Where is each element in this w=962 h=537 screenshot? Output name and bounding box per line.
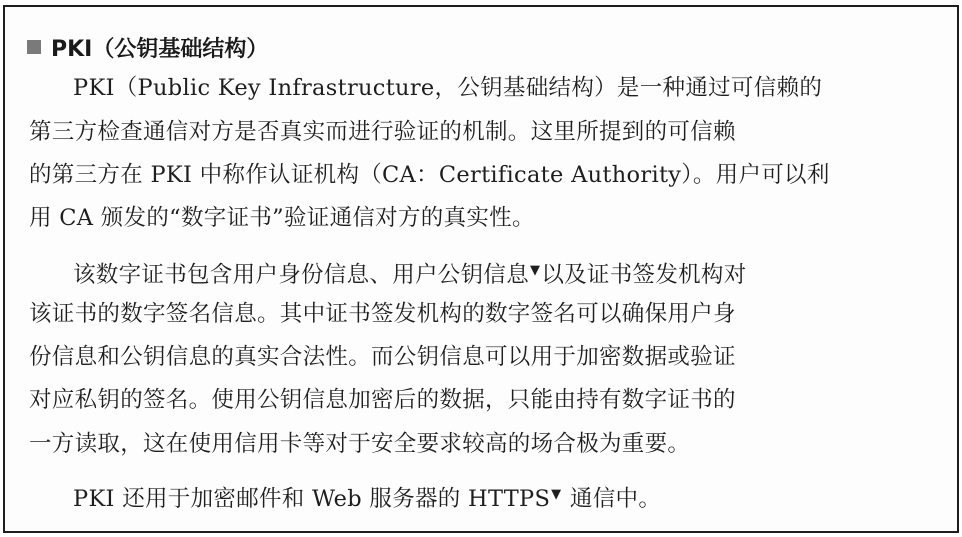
paragraph-3-line-1 — [73, 478, 661, 516]
paragraph-1-line-2: 第三方检查通信对方是否真实而进行验证的机制。这里所提到的可信赖 — [29, 119, 736, 145]
paragraph-3-line-1-part-b: 通信中。 — [562, 486, 662, 512]
heading-text: PKI（公钥基础结构） — [51, 36, 269, 62]
footnote-marker-icon: ▼ — [530, 263, 541, 278]
paragraph-1-line-4: 用 CA 颁发的“数字证书”验证通信对方的真实性。 — [29, 205, 535, 231]
footnote-marker-icon: ▼ — [551, 487, 562, 502]
paragraph-2-line-4: 对应私钥的签名。使用公钥信息加密后的数据，只能由持有数字证书的 — [29, 387, 736, 413]
paragraph-2-line-5: 一方读取，这在使用信用卡等对于安全要求较高的场合极为重要。 — [29, 431, 691, 457]
paragraph-1-line-1: PKI（Public Key Infrastructure，公钥基础结构）是一种通过可信赖的 — [73, 75, 823, 101]
text-box — [3, 5, 959, 533]
paragraph-2-line-1-part-a: 该数字证书包含用户身份信息、用户公钥信息 — [73, 262, 530, 288]
paragraph-2-line-1-part-b: 以及证书签发机构对 — [541, 262, 747, 288]
heading-square-icon — [27, 40, 41, 54]
paragraph-2-line-3: 份信息和公钥信息的真实合法性。而公钥信息可以用于加密数据或验证 — [29, 344, 736, 370]
paragraph-3-line-1-part-a: PKI 还用于加密邮件和 Web 服务器的 HTTPS — [73, 486, 551, 512]
section-heading — [27, 27, 268, 67]
paragraph-1-line-3: 的第三方在 PKI 中称作认证机构（CA：Certificate Authority）。用户可以利 — [29, 162, 830, 188]
paragraph-2-line-1 — [73, 254, 747, 292]
paragraph-2-line-2: 该证书的数字签名信息。其中证书签发机构的数字签名可以确保用户身 — [29, 301, 736, 327]
